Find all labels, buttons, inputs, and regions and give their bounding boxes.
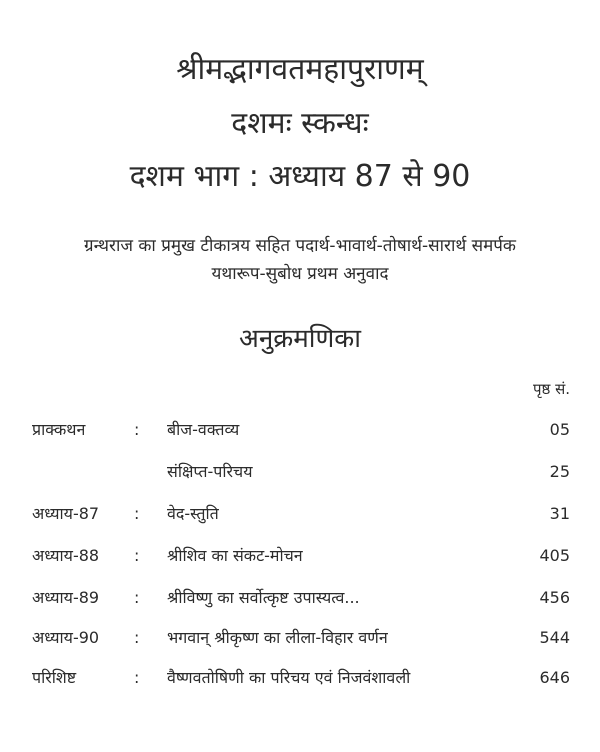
toc-row bbox=[0, 500, 600, 528]
toc-title: श्रीशिव का संकट-मोचन bbox=[167, 546, 303, 565]
book-title: श्रीमद्भागवतमहापुराणम् bbox=[176, 52, 424, 87]
toc-page-number: 31 bbox=[549, 504, 570, 523]
toc-section: अध्याय-90 bbox=[32, 628, 100, 647]
toc-title: बीज-वक्तव्य bbox=[167, 420, 240, 439]
toc-section: अध्याय-87 bbox=[32, 504, 100, 523]
toc-section: अध्याय-88 bbox=[32, 546, 100, 565]
book-subtitle-line1: ग्रन्थराज का प्रमुख टीकात्रय सहित पदार्थ-भावार्थ-तोषार्थ-सारार्थ समर्पक bbox=[84, 236, 516, 256]
toc-separator: : bbox=[134, 546, 140, 565]
toc-page-number: 05 bbox=[549, 420, 570, 439]
toc-page-number: 646 bbox=[539, 668, 570, 687]
toc-page-number: 456 bbox=[539, 588, 570, 607]
toc-separator: : bbox=[134, 668, 140, 687]
toc-heading: अनुक्रमणिका bbox=[238, 324, 362, 354]
toc-separator: : bbox=[134, 420, 140, 439]
toc-page-number: 544 bbox=[539, 628, 570, 647]
toc-separator: : bbox=[134, 628, 140, 647]
toc-row bbox=[0, 458, 600, 486]
toc-title: भगवान् श्रीकृष्ण का लीला-विहार वर्णन bbox=[167, 628, 388, 647]
toc-title: वेद-स्तुति bbox=[167, 504, 219, 523]
toc-section: अध्याय-89 bbox=[32, 588, 100, 607]
toc-page-number: 25 bbox=[549, 462, 570, 481]
book-volume: दशमः स्कन्धः bbox=[231, 106, 369, 141]
toc-page-number: 405 bbox=[539, 546, 570, 565]
toc-title: संक्षिप्त-परिचय bbox=[167, 462, 253, 481]
toc-separator: : bbox=[134, 588, 140, 607]
toc-section: परिशिष्ट bbox=[32, 668, 77, 687]
toc-row bbox=[0, 624, 600, 652]
page-column-header: पृष्ठ सं. bbox=[532, 380, 570, 398]
toc-row bbox=[0, 542, 600, 570]
toc-title: श्रीविष्णु का सर्वोत्कृष्ट उपास्यत्व... bbox=[167, 588, 360, 607]
toc-section: प्राक्कथन bbox=[32, 420, 86, 439]
book-part: दशम भाग : अध्याय 87 से 90 bbox=[129, 159, 471, 194]
toc-title: वैष्णवतोषिणी का परिचय एवं निजवंशावली bbox=[167, 668, 411, 687]
toc-row bbox=[0, 584, 600, 612]
toc-row bbox=[0, 664, 600, 692]
toc-separator: : bbox=[134, 504, 140, 523]
toc-row bbox=[0, 416, 600, 444]
book-subtitle-line2: यथारूप-सुबोध प्रथम अनुवाद bbox=[211, 264, 389, 284]
